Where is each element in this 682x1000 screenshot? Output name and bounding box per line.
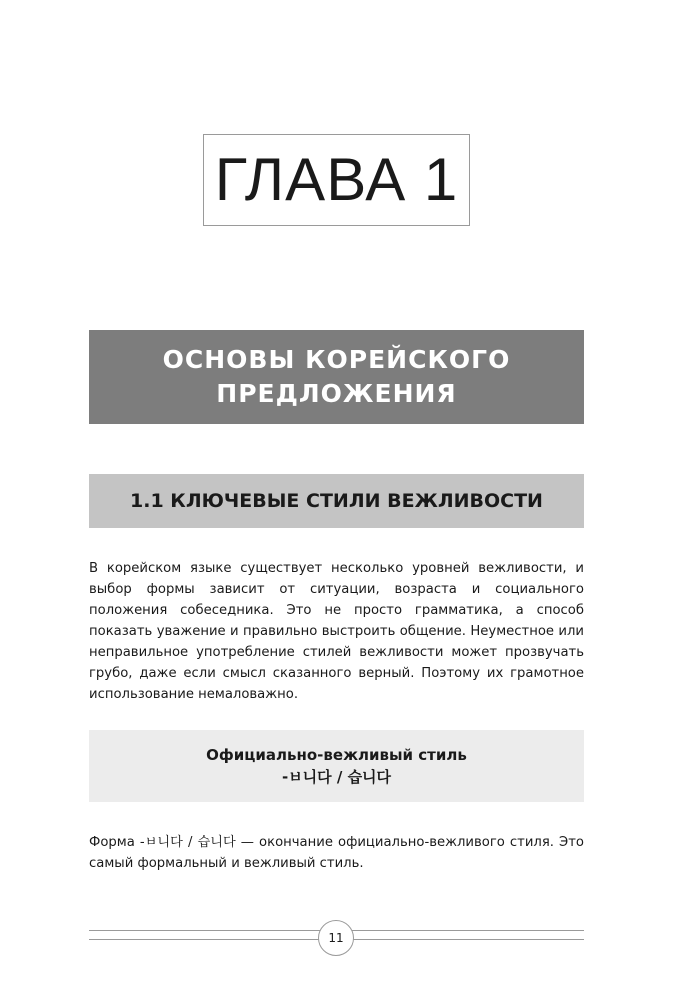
- style-name: Официально-вежливый стиль: [206, 746, 467, 764]
- page-number-badge: [318, 920, 354, 956]
- style-ending: -ㅂ니다 / 습니다: [281, 768, 392, 786]
- chapter-title: ГЛАВА 1: [214, 146, 459, 213]
- chapter-heading-box: [203, 134, 470, 226]
- form-paragraph: Форма -ㅂ니다 / 습니다 — окончание официально-вежливого стиля. Это самый формальный и вежливый стиль.: [89, 835, 584, 871]
- politeness-style-box: [89, 730, 584, 802]
- page-number: 11: [328, 931, 344, 945]
- section-title-line-2: ПРЕДЛОЖЕНИЯ: [216, 379, 457, 408]
- subsection-title-banner: [89, 474, 584, 528]
- section-title-banner: [89, 330, 584, 424]
- intro-paragraph: В корейском языке существует несколько уровней вежливости, и выбор формы зависит от ситуации, возраста и социального положения собеседника. Это не просто грамматика, а способ показать уважение и правильно выстроить общение. Неуместное или неправильное употребление стилей вежливости может прозвучать грубо, даже если смысл сказанного верный. Поэтому их грамотное использование немаловажно.: [89, 561, 584, 702]
- section-title-line-1: ОСНОВЫ КОРЕЙСКОГО: [162, 345, 511, 374]
- subsection-title: 1.1 КЛЮЧЕВЫЕ СТИЛИ ВЕЖЛИВОСТИ: [130, 490, 543, 512]
